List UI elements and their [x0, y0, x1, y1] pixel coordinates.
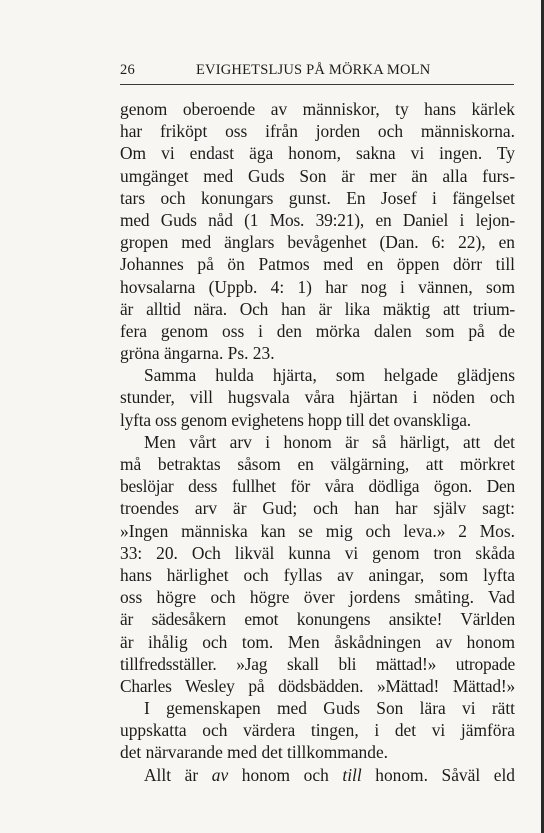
text-line: genom oberoende av människor, ty hans kärlek — [120, 99, 515, 119]
text-line: »Ingen människa kan se mig och leva.» 2 Mos. — [120, 520, 515, 541]
text-line: är sädesåkern emot konungens ansikte! Världen — [120, 609, 515, 630]
text-line: Om vi endast äga honom, sakna vi ingen. Ty — [120, 143, 515, 164]
text-line: stunder, vill hugsvala våra hjärtan i nöden och — [120, 387, 515, 408]
text-line: tillfredsställer. »Jag skall bli mättad!» utropade — [120, 653, 515, 674]
text-line: Charles Wesley på dödsbädden. »Mättad! Mättad!» — [120, 675, 515, 696]
text-line: uppskatta och värdera tingen, i det vi jämföra — [120, 720, 515, 741]
text-line: är ihålig och tom. Men åskådningen av honom — [120, 631, 515, 652]
text-line: med Guds nåd (1 Mos. 39:21), en Daniel i lejon- — [120, 209, 515, 230]
text-line: lyfta oss genom evighetens hopp till det ovanskliga. — [120, 409, 471, 430]
body-text — [120, 98, 515, 786]
text-line: gröna ängarna. Ps. 23. — [120, 343, 275, 364]
text-line: hovsalarna (Uppb. 4: 1) har nog i vännen, som — [120, 276, 515, 297]
text-line: gropen med änglars bevågenhet (Dan. 6: 22), en — [120, 232, 515, 253]
text-line: fera genom oss i den mörka dalen som på de — [120, 320, 515, 341]
text-line: 33: 20. Och likväl kunna vi genom tron skåda — [120, 542, 515, 563]
text-line: det närvarande med det tillkommande. — [120, 742, 389, 763]
text-line: Johannes på ön Patmos med en öppen dörr till — [120, 254, 515, 275]
text-run: honom. Såväl eld — [361, 764, 515, 785]
text-run: honom och — [228, 764, 343, 785]
header-rule — [120, 84, 514, 85]
paragraph-start-line: Men vårt arv i honom är så härligt, att det — [144, 431, 515, 452]
text-line: har friköpt oss ifrån jorden och människorna. — [120, 121, 515, 142]
paragraph-start-line: I gemenskapen med Guds Son lära vi rätt — [144, 698, 515, 719]
text-line: må betraktas såsom en välgärning, att mörkret — [120, 454, 515, 474]
text-line: oss högre och högre över jordens småting. Vad — [120, 587, 515, 608]
page-number: 26 — [120, 62, 136, 78]
running-title: EVIGHETSLJUS PÅ MÖRKA MOLN — [196, 62, 431, 78]
italic-word: till — [342, 764, 362, 785]
paragraph-start-line — [120, 764, 515, 786]
paragraph-start-line: Samma hulda hjärta, som helgade glädjens — [144, 365, 515, 386]
text-line: hans härlighet och fyllas av aningar, som lyfta — [120, 564, 515, 585]
running-header — [120, 62, 514, 82]
text-line: umgänget med Guds Son är mer än alla furs- — [120, 165, 515, 186]
text-line: är alltid nära. Och han är lika mäktig att trium- — [120, 298, 515, 319]
text-line: beslöjar dess fullhet för våra dödliga ögon. Den — [120, 476, 515, 497]
text-line: tars och konungars gunst. En Josef i fängelset — [120, 187, 515, 208]
text-run: Allt är — [144, 764, 212, 785]
italic-word: av — [211, 764, 229, 785]
text-line: troendes arv är Gud; och han har själv sagt: — [120, 498, 515, 519]
